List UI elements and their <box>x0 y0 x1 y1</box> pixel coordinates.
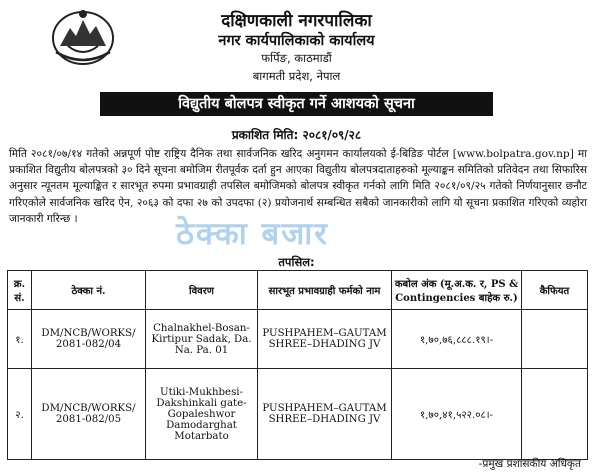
row-description: Utiki-Mukhbesi-Dakshinkali gate-Gopaleshwor Damodarghat Motarbato <box>146 369 258 460</box>
header-description: विवरण <box>146 271 258 310</box>
province-name: बागमती प्रदेश, नेपाल <box>252 69 341 83</box>
row-description: Chalnakhel-Bosan-Kirtipur Sadak, Da. Na. Pa. 01 <box>146 310 258 369</box>
header-amount: कबोल अंक (मू.अ.क. र, PS & Contingencies बाहेक रु.) <box>392 271 522 310</box>
header-remarks: कैफियत <box>522 271 588 310</box>
row-sn: २. <box>8 369 32 460</box>
row-sn: १. <box>8 310 32 369</box>
header-sn: क्र. सं. <box>8 271 32 310</box>
publish-date: प्रकाशित मिति: २०८१/०९/२८ <box>231 128 362 142</box>
watermark-text: ठेक्का बजार <box>176 216 329 252</box>
row-contract-no: DM/NCB/WORKS/ 2081-082/04 <box>32 310 146 369</box>
office-name: नगर कार्यपालिकाको कार्यालय <box>218 33 375 49</box>
contract-table <box>7 270 588 460</box>
header-contract-no: ठेक्का नं. <box>32 271 146 310</box>
table-header-row <box>8 271 588 310</box>
table-heading: तपसिल: <box>278 255 315 269</box>
municipality-name: दक्षिणकाली नगरपालिका <box>221 11 372 31</box>
row-firm: PUSHPAHEM–GAUTAM SHREE–DHADING JV <box>258 310 392 369</box>
notice-body: मिति २०८१/०७/१४ गतेको अन्नपूर्ण पोष्ट राष्ट्रिय दैनिक तथा सार्वजनिक खरिद अनुगमन कार्यालयको ई-बिडिङ पोर्टल [www.bolpatra.gov.np] मा प्रकाशित विद्युतीय बोलपत्रको ३० दिने सूचना बमोजिम रीतपूर्वक दर्ता हुन आएका विद्युतीय बोलपत्रदाताहरुको मूल्याङ्कन समितिको प्रतिवेदन तथा सिफारिस अनुसार न्यूनतम मूल्याङ्कित र सारभूत रुपमा प्रभावग्राही तपसिल बमोजिमको बोलपत्र स्वीकृत गर्नको लागि मिति २०८१/०९/२५ गतेको निर्णयानुसार छनौट गरिएकोले सार्वजनिक खरिद ऐन, २०६३ को दफा २७ को उपदफा (२) प्रयोजनार्थ सम्बन्धित सबैको जानकारीको लागि यो सूचना प्रकाशित गरिएको व्यहोरा जानकारी गरिन्छ । <box>9 148 587 225</box>
header-firm: सारभूत प्रभावग्राही फर्मको नाम <box>258 271 392 310</box>
row-amount: १,७०,४१,५२२.०८।- <box>392 369 522 460</box>
row-remarks <box>522 310 588 369</box>
table-row <box>8 369 588 460</box>
table-row <box>8 310 588 369</box>
row-firm: PUSHPAHEM–GAUTAM SHREE–DHADING JV <box>258 369 392 460</box>
row-contract-no: DM/NCB/WORKS/ 2081-082/05 <box>32 369 146 460</box>
signatory: -प्रमुख प्रशासकीय अधिकृत <box>478 458 581 470</box>
row-remarks <box>522 369 588 460</box>
notice-title: विद्युतीय बोलपत्र स्वीकृत गर्ने आशयको सूचना <box>100 92 493 116</box>
row-amount: १,७०,७६,८८८.१९।- <box>392 310 522 369</box>
office-location: फर्पिङ, काठमाडौं <box>261 51 332 65</box>
